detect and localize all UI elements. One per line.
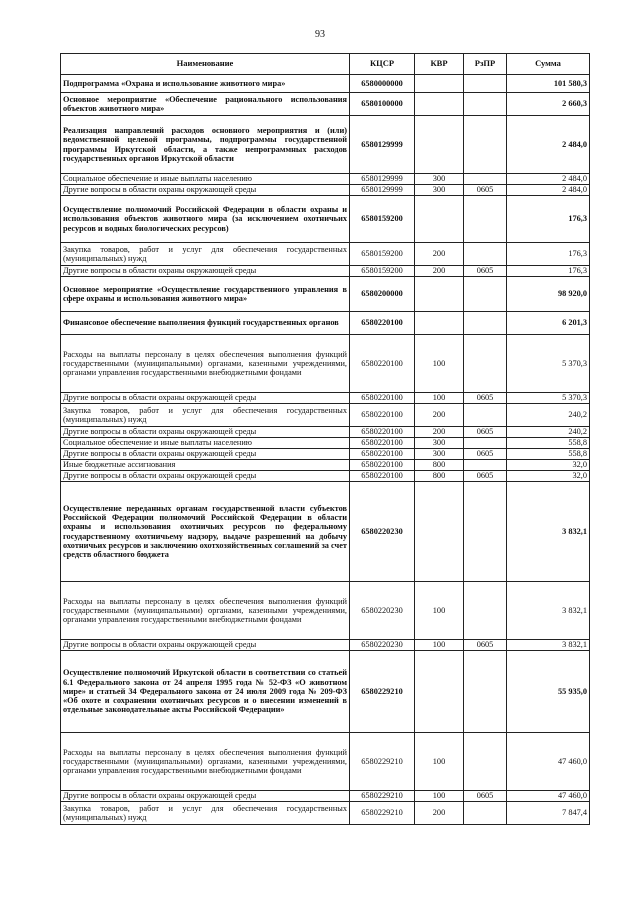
row-name-cell: Реализация направлений расходов основного мероприятия и (или) ведомственной целевой программы, подпрограммы государственной программы Иркутской области, а также непрограммных расходов государственных органов Иркутской области: [61, 116, 350, 174]
table-row: [61, 75, 590, 93]
row-rzpr-cell: [464, 243, 507, 266]
table-row: [61, 335, 590, 393]
row-rzpr-cell: [464, 582, 507, 640]
row-kvr-cell: 300: [415, 174, 464, 185]
row-sum-cell: 2 484,0: [507, 174, 590, 185]
row-kcsr-cell: 6580229210: [350, 791, 415, 802]
row-name-cell: Иные бюджетные ассигнования: [61, 460, 350, 471]
row-sum-cell: 6 201,3: [507, 312, 590, 335]
row-kcsr-cell: 6580200000: [350, 277, 415, 312]
row-rzpr-cell: 0605: [464, 449, 507, 460]
table-row: [61, 93, 590, 116]
row-name-cell: Другие вопросы в области охраны окружающей среды: [61, 393, 350, 404]
table-row: [61, 471, 590, 482]
row-name-cell: Основное мероприятие «Обеспечение рационального использования объектов животного мира»: [61, 93, 350, 116]
row-kvr-cell: 100: [415, 791, 464, 802]
table-row: [61, 393, 590, 404]
row-rzpr-cell: [464, 438, 507, 449]
row-name-cell: Финансовое обеспечение выполнения функций государственных органов: [61, 312, 350, 335]
header-rzpr: РзПР: [464, 54, 507, 75]
row-rzpr-cell: [464, 802, 507, 825]
row-rzpr-cell: [464, 93, 507, 116]
row-kvr-cell: [415, 196, 464, 243]
row-kvr-cell: 200: [415, 404, 464, 427]
row-name-cell: Закупка товаров, работ и услуг для обеспечения государственных (муниципальных) нужд: [61, 243, 350, 266]
row-rzpr-cell: [464, 277, 507, 312]
row-kcsr-cell: 6580220100: [350, 393, 415, 404]
row-sum-cell: 2 484,0: [507, 116, 590, 174]
row-kcsr-cell: 6580129999: [350, 185, 415, 196]
row-sum-cell: 32,0: [507, 460, 590, 471]
row-name-cell: Закупка товаров, работ и услуг для обеспечения государственных (муниципальных) нужд: [61, 802, 350, 825]
table-row: [61, 196, 590, 243]
row-kvr-cell: [415, 93, 464, 116]
row-name-cell: Расходы на выплаты персоналу в целях обеспечения выполнения функций государственными (муниципальными) органами, казенными учреждениями, органами управления государственными внебюджетными фондами: [61, 582, 350, 640]
row-rzpr-cell: 0605: [464, 791, 507, 802]
table-row: [61, 802, 590, 825]
row-sum-cell: 176,3: [507, 243, 590, 266]
row-rzpr-cell: [464, 196, 507, 243]
row-kcsr-cell: 6580159200: [350, 266, 415, 277]
row-kvr-cell: 100: [415, 393, 464, 404]
row-sum-cell: 5 370,3: [507, 335, 590, 393]
row-name-cell: Осуществление полномочий Российской Федерации в области охраны и использования объектов животного мира (за исключением охотничьих ресурсов и водных биологических ресурсов): [61, 196, 350, 243]
row-sum-cell: 558,8: [507, 449, 590, 460]
row-kcsr-cell: 6580220100: [350, 471, 415, 482]
row-name-cell: Расходы на выплаты персоналу в целях обеспечения выполнения функций государственными (муниципальными) органами, казенными учреждениями, органами управления государственными внебюджетными фондами: [61, 335, 350, 393]
row-rzpr-cell: [464, 733, 507, 791]
budget-table: [60, 53, 590, 825]
row-kcsr-cell: 6580220100: [350, 335, 415, 393]
row-kvr-cell: 100: [415, 335, 464, 393]
row-rzpr-cell: [464, 404, 507, 427]
row-kcsr-cell: 6580220230: [350, 640, 415, 651]
row-kvr-cell: [415, 312, 464, 335]
table-row: [61, 243, 590, 266]
row-rzpr-cell: [464, 482, 507, 582]
row-kvr-cell: 300: [415, 449, 464, 460]
row-kvr-cell: 100: [415, 640, 464, 651]
row-kcsr-cell: 6580220100: [350, 460, 415, 471]
table-row: [61, 266, 590, 277]
row-kvr-cell: 200: [415, 243, 464, 266]
table-row: [61, 185, 590, 196]
table-row: [61, 404, 590, 427]
header-sum: Сумма: [507, 54, 590, 75]
row-name-cell: Основное мероприятие «Осуществление государственного управления в сфере охраны и использования животного мира»: [61, 277, 350, 312]
row-sum-cell: 3 832,1: [507, 482, 590, 582]
row-rzpr-cell: [464, 460, 507, 471]
row-sum-cell: 176,3: [507, 266, 590, 277]
table-row: [61, 438, 590, 449]
row-kvr-cell: [415, 482, 464, 582]
row-kvr-cell: 200: [415, 427, 464, 438]
row-kvr-cell: 300: [415, 438, 464, 449]
table-row: [61, 277, 590, 312]
row-kcsr-cell: 6580220100: [350, 449, 415, 460]
row-kvr-cell: 800: [415, 471, 464, 482]
row-kvr-cell: 800: [415, 460, 464, 471]
table-row: [61, 733, 590, 791]
row-sum-cell: 558,8: [507, 438, 590, 449]
row-rzpr-cell: [464, 651, 507, 733]
row-rzpr-cell: [464, 75, 507, 93]
header-kvr: КВР: [415, 54, 464, 75]
row-kvr-cell: 100: [415, 582, 464, 640]
table-row: [61, 582, 590, 640]
table-row: [61, 482, 590, 582]
table-row: [61, 791, 590, 802]
row-sum-cell: 98 920,0: [507, 277, 590, 312]
table-row: [61, 116, 590, 174]
row-name-cell: Другие вопросы в области охраны окружающей среды: [61, 471, 350, 482]
row-sum-cell: 2 484,0: [507, 185, 590, 196]
row-kcsr-cell: 6580159200: [350, 196, 415, 243]
row-kcsr-cell: 6580220100: [350, 427, 415, 438]
table-row: [61, 449, 590, 460]
row-kvr-cell: 300: [415, 185, 464, 196]
row-sum-cell: 2 660,3: [507, 93, 590, 116]
row-kvr-cell: [415, 651, 464, 733]
row-sum-cell: 101 580,3: [507, 75, 590, 93]
header-kcsr: КЦСР: [350, 54, 415, 75]
row-kvr-cell: 100: [415, 733, 464, 791]
row-rzpr-cell: [464, 312, 507, 335]
row-rzpr-cell: [464, 116, 507, 174]
row-kcsr-cell: 6580129999: [350, 116, 415, 174]
table-row: [61, 460, 590, 471]
row-sum-cell: 3 832,1: [507, 640, 590, 651]
table-row: [61, 427, 590, 438]
table-row: [61, 651, 590, 733]
row-sum-cell: 7 847,4: [507, 802, 590, 825]
row-name-cell: Социальное обеспечение и иные выплаты населению: [61, 174, 350, 185]
row-kcsr-cell: 6580229210: [350, 802, 415, 825]
row-sum-cell: 240,2: [507, 427, 590, 438]
header-row: [61, 54, 590, 75]
row-name-cell: Расходы на выплаты персоналу в целях обеспечения выполнения функций государственными (муниципальными) органами, казенными учреждениями, органами управления государственными внебюджетными фондами: [61, 733, 350, 791]
row-rzpr-cell: 0605: [464, 393, 507, 404]
table-header: [61, 54, 590, 75]
row-sum-cell: 240,2: [507, 404, 590, 427]
row-kcsr-cell: 6580129999: [350, 174, 415, 185]
header-name: Наименование: [61, 54, 350, 75]
row-kvr-cell: 200: [415, 802, 464, 825]
row-name-cell: Другие вопросы в области охраны окружающей среды: [61, 266, 350, 277]
row-kcsr-cell: 6580100000: [350, 93, 415, 116]
row-kcsr-cell: 6580159200: [350, 243, 415, 266]
row-rzpr-cell: [464, 335, 507, 393]
row-kvr-cell: [415, 116, 464, 174]
row-name-cell: Другие вопросы в области охраны окружающей среды: [61, 640, 350, 651]
row-name-cell: Другие вопросы в области охраны окружающей среды: [61, 791, 350, 802]
row-name-cell: Подпрограмма «Охрана и использование животного мира»: [61, 75, 350, 93]
table-body: [61, 75, 590, 825]
table-row: [61, 174, 590, 185]
row-kcsr-cell: 6580220230: [350, 482, 415, 582]
row-kcsr-cell: 6580229210: [350, 651, 415, 733]
row-kcsr-cell: 6580220100: [350, 438, 415, 449]
row-name-cell: Другие вопросы в области охраны окружающей среды: [61, 427, 350, 438]
row-name-cell: Другие вопросы в области охраны окружающей среды: [61, 185, 350, 196]
row-kcsr-cell: 6580229210: [350, 733, 415, 791]
row-kvr-cell: 200: [415, 266, 464, 277]
row-rzpr-cell: 0605: [464, 185, 507, 196]
row-name-cell: Социальное обеспечение и иные выплаты населению: [61, 438, 350, 449]
row-sum-cell: 32,0: [507, 471, 590, 482]
row-name-cell: Осуществление переданных органам государственной власти субъектов Российской Федерации полномочий Российской Федерации в области охраны и использования охотничьих ресурсов по федеральному государственному охотничьему надзору, выдаче разрешений на добычу охотничьих ресурсов и заключению охотхозяйственных соглашений за счет средств областного бюджета: [61, 482, 350, 582]
row-rzpr-cell: 0605: [464, 427, 507, 438]
row-rzpr-cell: 0605: [464, 471, 507, 482]
row-kvr-cell: [415, 277, 464, 312]
row-sum-cell: 47 460,0: [507, 733, 590, 791]
row-kcsr-cell: 6580220100: [350, 404, 415, 427]
table-row: [61, 312, 590, 335]
row-sum-cell: 3 832,1: [507, 582, 590, 640]
row-kcsr-cell: 6580000000: [350, 75, 415, 93]
row-rzpr-cell: [464, 174, 507, 185]
row-rzpr-cell: 0605: [464, 266, 507, 277]
row-sum-cell: 47 460,0: [507, 791, 590, 802]
table-row: [61, 640, 590, 651]
row-kcsr-cell: 6580220100: [350, 312, 415, 335]
row-rzpr-cell: 0605: [464, 640, 507, 651]
row-sum-cell: 55 935,0: [507, 651, 590, 733]
row-name-cell: Другие вопросы в области охраны окружающей среды: [61, 449, 350, 460]
row-kcsr-cell: 6580220230: [350, 582, 415, 640]
row-name-cell: Закупка товаров, работ и услуг для обеспечения государственных (муниципальных) нужд: [61, 404, 350, 427]
row-kvr-cell: [415, 75, 464, 93]
row-sum-cell: 176,3: [507, 196, 590, 243]
row-sum-cell: 5 370,3: [507, 393, 590, 404]
page-number: 93: [315, 29, 325, 40]
row-name-cell: Осуществление полномочий Иркутской области в соответствии со статьей 6.1 Федерального закона от 24 апреля 1995 года № 52-ФЗ «О животном мире» и статьей 34 Федерального закона от 24 июля 2009 года № 209-ФЗ «Об охоте и сохранении охотничьих ресурсов и о внесении изменений в отдельные законодательные акты Российской Федерации»: [61, 651, 350, 733]
